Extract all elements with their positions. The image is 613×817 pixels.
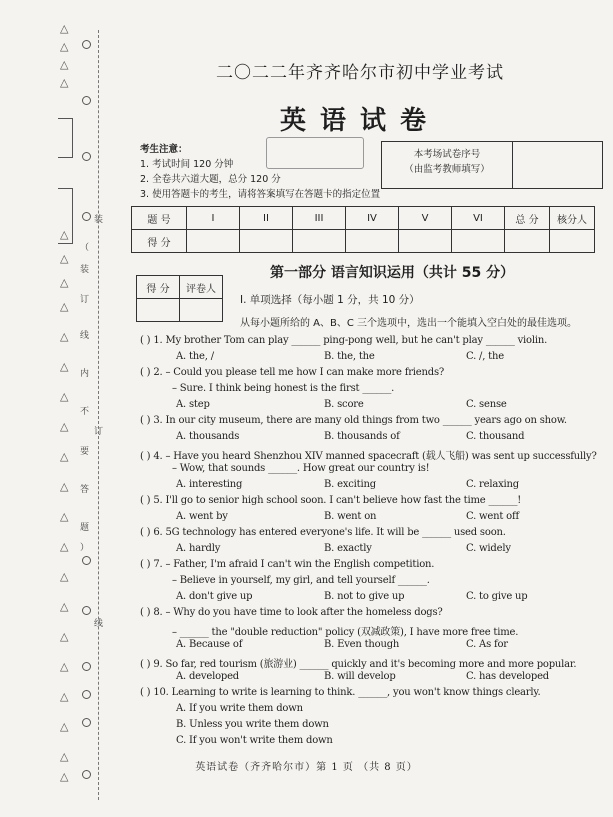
score-cell[interactable] [505,230,550,253]
margin-triangle-icon: △ [60,300,69,313]
margin-triangle-icon: △ [60,540,69,553]
seat-number-field[interactable] [512,142,602,188]
question-stem: ( ) 3. In our city museum, there are many old things from two ______ years ago on show. [140,415,567,426]
binding-instruction-char: 订 [94,427,104,437]
score-cell[interactable] [346,230,399,253]
margin-triangle-icon: △ [60,276,69,289]
answer-option: A. step [176,399,210,410]
margin-triangle-icon: △ [60,58,69,71]
binding-instruction-char: 答 [80,485,90,495]
part-title: 第一部分 语言知识运用（共计 55 分） [270,265,515,281]
notice-item: 1. 考试时间 120 分钟 [140,159,234,170]
grader-table [136,275,223,322]
margin-triangle-icon: △ [60,660,69,673]
binding-instruction-char: 不 [80,407,90,417]
answer-option: B. not to give up [324,591,405,602]
binding-instruction-char: 线 [94,619,104,629]
question-line: – ______ the "double reduction" policy (双减政策), I have more free time. [172,627,519,638]
binding-instruction-char: 内 [80,369,90,379]
question-stem: ( ) 7. – Father, I'm afraid I can't win the English competition. [140,559,435,570]
answer-option: B. exactly [324,543,372,554]
answer-option: B. the, the [324,351,375,362]
binding-margin [0,0,104,817]
answer-option: C. /, the [466,351,504,362]
score-cell[interactable] [550,230,595,253]
answer-option: C. thousand [466,431,525,442]
question-stem: ( ) 10. Learning to write is learning to think. ______, you won't know things clearly. [140,687,541,698]
answer-option: C. widely [466,543,511,554]
score-row-label: 得 分 [132,230,187,253]
score-cell[interactable] [293,230,346,253]
margin-circle-icon [82,662,91,671]
score-header-cell: 题 号 [132,207,187,230]
margin-circle-icon [82,718,91,727]
score-header-cell: III [293,207,346,230]
score-header-cell: V [399,207,452,230]
answer-option: C. As for [466,639,508,650]
margin-triangle-icon: △ [60,360,69,373]
binding-instruction-char: ） [80,543,90,553]
score-table-header-row [132,207,595,230]
answer-option: C. sense [466,399,507,410]
notice-item: 3. 使用答题卡的考生，请将答案填写在答题卡的指定位置 [140,189,381,200]
answer-option: B. will develop [324,671,396,682]
question-stem: ( ) 8. – Why do you have time to look after the homeless dogs? [140,607,443,618]
answer-option: A. hardly [176,543,221,554]
binding-line [98,30,99,800]
margin-triangle-icon: △ [60,40,69,53]
score-header-cell: II [240,207,293,230]
question-line: – Wow, that sounds ______. How great our country is! [172,463,430,474]
score-header-cell: I [187,207,240,230]
margin-circle-icon [82,152,91,161]
answer-option: B. Unless you write them down [176,719,329,730]
margin-triangle-icon: △ [60,570,69,583]
margin-bracket [58,118,73,158]
margin-triangle-icon: △ [60,228,69,241]
answer-option: B. went on [324,511,377,522]
notice-heading: 考生注意： [140,144,188,155]
margin-triangle-icon: △ [60,510,69,523]
score-header-cell: 核分人 [550,207,595,230]
answer-option: A. went by [176,511,228,522]
answer-option: A. the, / [176,351,214,362]
margin-triangle-icon: △ [60,420,69,433]
binding-instruction-char: 装 [94,215,104,225]
margin-triangle-icon: △ [60,330,69,343]
score-table-row [132,230,595,253]
grader-score-label: 得 分 [137,276,180,299]
margin-triangle-icon: △ [60,690,69,703]
seat-number-line2: （由监考教师填写） [404,164,490,175]
margin-triangle-icon: △ [60,22,69,35]
margin-triangle-icon: △ [60,76,69,89]
margin-triangle-icon: △ [60,390,69,403]
grader-name-cell[interactable] [180,299,223,322]
seat-number-box [381,141,603,189]
question-stem: ( ) 5. I'll go to senior high school soon. I can't believe how fast the time ______! [140,495,522,506]
score-cell[interactable] [240,230,293,253]
page-footer: 英语试卷（齐齐哈尔市）第 1 页 （共 8 页） [195,762,418,773]
score-cell[interactable] [399,230,452,253]
section-instruction: 从每小题所给的 A、B、C 三个选项中，选出一个能填入空白处的最佳选项。 [240,318,578,329]
answer-option: B. Even though [324,639,400,650]
answer-option: A. If you write them down [176,703,303,714]
binding-instruction-char: 题 [80,523,90,533]
answer-option: C. If you won't write them down [176,735,333,746]
score-cell[interactable] [452,230,505,253]
answer-option: A. thousands [176,431,240,442]
question-line: – Sure. I think being honest is the first ______. [172,383,395,394]
question-stem: ( ) 2. – Could you please tell me how I can make more friends? [140,367,445,378]
binding-instruction-char: 订 [80,295,90,305]
margin-circle-icon [82,606,91,615]
margin-circle-icon [82,690,91,699]
score-table [131,206,595,253]
exam-title: 二〇二二年齐齐哈尔市初中学业考试 [216,63,504,83]
score-header-cell: VI [452,207,505,230]
margin-triangle-icon: △ [60,252,69,265]
answer-option: A. don't give up [176,591,253,602]
margin-circle-icon [82,556,91,565]
notice-block [140,142,380,202]
answer-option: C. to give up [466,591,528,602]
question-stem: ( ) 6. 5G technology has entered everyone's life. It will be ______ used soon. [140,527,506,538]
margin-triangle-icon: △ [60,770,69,783]
grader-score-cell[interactable] [137,299,180,322]
binding-instruction-char: 线 [80,331,90,341]
answer-option: B. score [324,399,364,410]
margin-triangle-icon: △ [60,750,69,763]
answer-option: B. exciting [324,479,376,490]
margin-circle-icon [82,212,91,221]
grader-label: 评卷人 [180,276,223,299]
margin-circle-icon [82,96,91,105]
answer-option: B. thousands of [324,431,400,442]
margin-triangle-icon: △ [60,450,69,463]
margin-triangle-icon: △ [60,630,69,643]
score-header-cell: 总 分 [505,207,550,230]
answer-option: C. went off [466,511,519,522]
question-stem: ( ) 1. My brother Tom can play ______ ping-pong well, but he can't play ______ violin. [140,335,548,346]
answer-option: A. developed [176,671,240,682]
answer-option: A. Because of [176,639,243,650]
subject-title: 英语试卷 [279,106,440,136]
margin-triangle-icon: △ [60,480,69,493]
score-header-cell: IV [346,207,399,230]
margin-bracket [58,188,73,244]
score-cell[interactable] [187,230,240,253]
answer-option: C. relaxing [466,479,519,490]
margin-triangle-icon: △ [60,600,69,613]
seat-number-label [382,147,512,177]
question-stem: ( ) 9. So far, red tourism (旅游业) ______ quickly and it's becoming more and more popular. [140,659,577,670]
notice-item: 2. 全卷共六道大题，总分 120 分 [140,174,281,185]
question-line: – Believe in yourself, my girl, and tell yourself ______. [172,575,430,586]
binding-instruction-char: 装 [80,265,90,275]
binding-instruction-char: 要 [80,447,90,457]
answer-option: A. interesting [176,479,243,490]
margin-triangle-icon: △ [60,720,69,733]
seat-number-line1: 本考场试卷序号 [413,149,481,160]
binding-instruction-char: （ [80,243,90,253]
question-stem: ( ) 4. – Have you heard Shenzhou XIV manned spacecraft (载人飞船) was sent up successfully? [140,451,597,462]
answer-option: C. has developed [466,671,549,682]
margin-circle-icon [82,40,91,49]
section-title: I. 单项选择（每小题 1 分，共 10 分） [240,294,420,306]
